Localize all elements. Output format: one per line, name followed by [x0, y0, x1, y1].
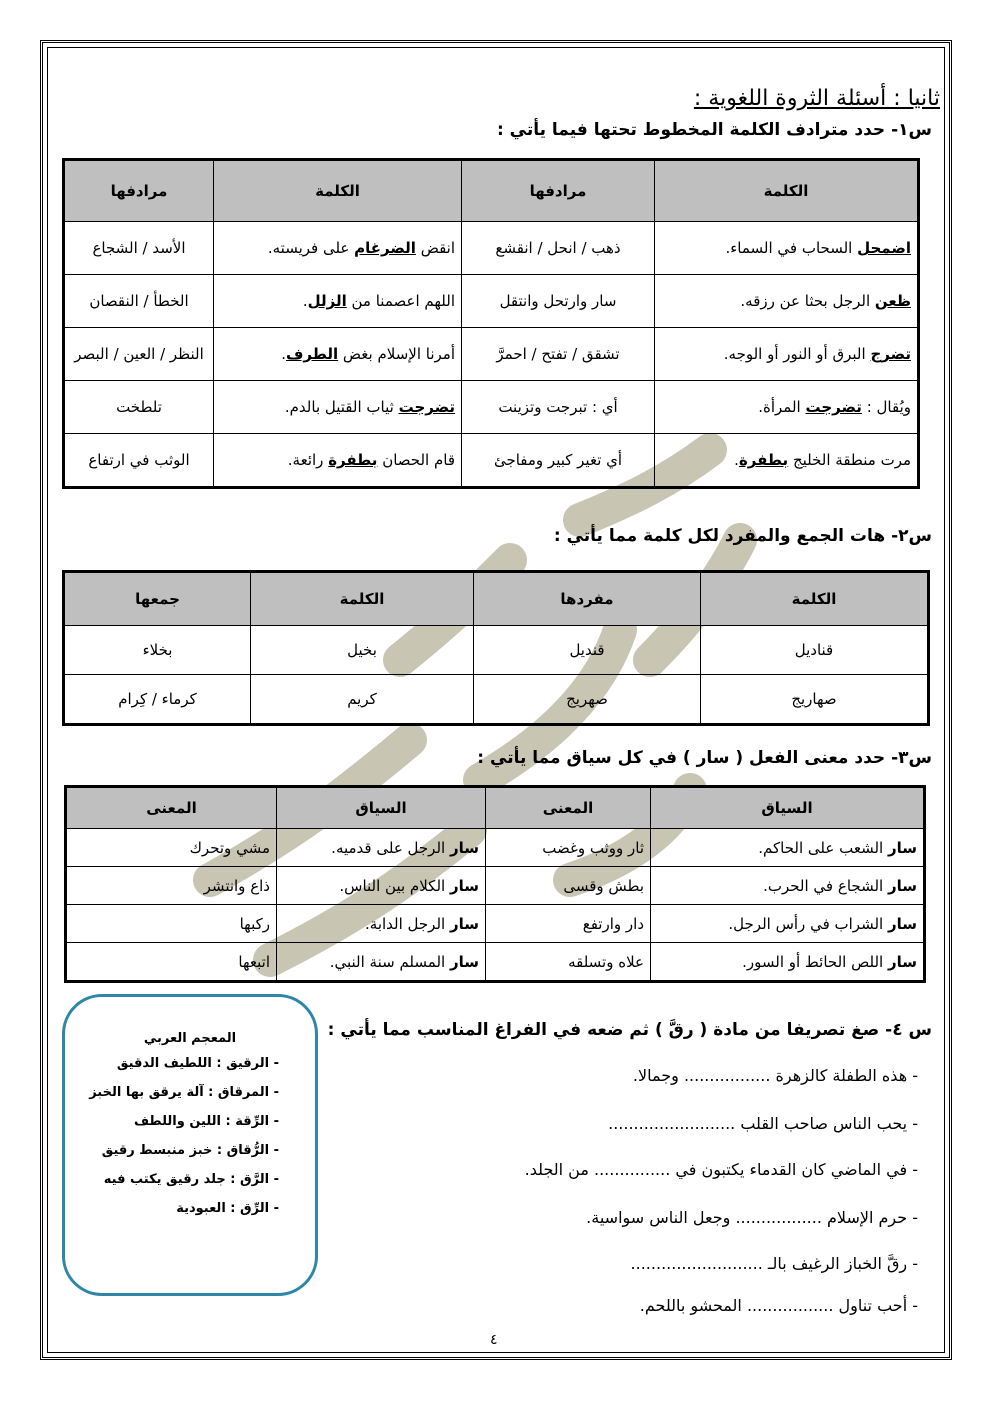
column-header: الكلمة [214, 160, 462, 222]
table-row [66, 867, 925, 905]
dictionary-box [62, 994, 318, 1296]
meaning-cell: دار وارتفع [486, 905, 651, 943]
question-2-label: س٢- هات الجمع والمفرد لكل كلمة مما يأتي : [553, 526, 932, 546]
column-header: جمعها [64, 572, 251, 626]
section-heading: ثانيا : أسئلة الثروة اللغوية : [693, 86, 940, 111]
table-row [64, 434, 919, 488]
dictionary-entry: - الرُّقاق : خبز منبسط رقيق [101, 1143, 279, 1158]
question-1-label: س١- حدد مترادف الكلمة المخطوط تحتها فيما يأتي : [496, 120, 932, 140]
word-cell: مرت منطقة الخليج بطفرة. [655, 434, 919, 488]
table-row [66, 905, 925, 943]
dictionary-title: المعجم العربي [143, 1031, 237, 1046]
table-cell: كريم [251, 675, 474, 725]
synonym-cell: تشقق / تفتح / احمرَّ [462, 328, 655, 381]
meaning-cell: ثار ووثب وغضب [486, 829, 651, 867]
fill-blank-item: - حرم الإسلام ................. وجعل الناس سواسية. [586, 1208, 918, 1227]
column-header: المعنى [66, 787, 277, 829]
context-cell: سار الشراب في رأس الرجل. [651, 905, 925, 943]
context-cell: سار الكلام بين الناس. [277, 867, 486, 905]
meaning-cell: بطش وقسى [486, 867, 651, 905]
table-row [64, 381, 919, 434]
synonyms-table [62, 158, 920, 489]
table-row [64, 275, 919, 328]
context-cell: سار اللص الحائط أو السور. [651, 943, 925, 982]
dictionary-entry: - الرِّقة : اللين واللطف [133, 1114, 279, 1129]
synonym-cell: ذهب / انحل / انقشع [462, 222, 655, 275]
table-row [64, 675, 929, 725]
column-header: الكلمة [251, 572, 474, 626]
word-cell: اللهم اعصمنا من الزلل. [214, 275, 462, 328]
fill-blank-item: - أحب تناول ................. المحشو باللحم. [639, 1296, 918, 1315]
meaning-cell: ركبها [66, 905, 277, 943]
table-row [66, 943, 925, 982]
verb-meaning-table [64, 785, 926, 983]
context-cell: سار الشجاع في الحرب. [651, 867, 925, 905]
fill-blank-item: - في الماضي كان القدماء يكتبون في ............... من الجلد. [524, 1160, 918, 1179]
word-cell: تضرجت ثياب القتيل بالدم. [214, 381, 462, 434]
synonym-cell: أي تغير كبير ومفاجئ [462, 434, 655, 488]
column-header: مفردها [474, 572, 701, 626]
word-cell: تضرج البرق أو النور أو الوجه. [655, 328, 919, 381]
table-row [64, 626, 929, 675]
table-cell: قنديل [474, 626, 701, 675]
synonym-cell: أي : تبرجت وتزينت [462, 381, 655, 434]
meaning-cell: علاه وتسلقه [486, 943, 651, 982]
page-number: ٤ [490, 1332, 498, 1348]
dictionary-entry: - الرِّق : العبودية [176, 1201, 279, 1216]
dictionary-entry: - الرقيق : اللطيف الدقيق [116, 1056, 279, 1071]
word-cell: اضمحل السحاب في السماء. [655, 222, 919, 275]
column-header: المعنى [486, 787, 651, 829]
meaning-cell: ذاع وانتشر [66, 867, 277, 905]
table-cell: كرماء / كِرام [64, 675, 251, 725]
table-row [66, 829, 925, 867]
plural-singular-table [62, 570, 930, 726]
word-cell: ويُقال : تضرجت المرأة. [655, 381, 919, 434]
table-cell: بخيل [251, 626, 474, 675]
meaning-cell: اتبعها [66, 943, 277, 982]
table-cell: قناديل [701, 626, 929, 675]
word-cell: أمرنا الإسلام بغض الطرف. [214, 328, 462, 381]
context-cell: سار الرجل الدابة. [277, 905, 486, 943]
fill-blank-item: - هذه الطفلة كالزهرة ................. وجمالا. [632, 1066, 918, 1085]
column-header: مرادفها [64, 160, 214, 222]
word-cell: ظعن الرجل بحثا عن رزقه. [655, 275, 919, 328]
column-header: السياق [277, 787, 486, 829]
context-cell: سار الرجل على قدميه. [277, 829, 486, 867]
meaning-cell: مشي وتحرك [66, 829, 277, 867]
context-cell: سار المسلم سنة النبي. [277, 943, 486, 982]
column-header: السياق [651, 787, 925, 829]
question-4-label: س ٤- صغ تصريفا من مادة ( رقَّ ) ثم ضعه في الفراغ المناسب مما يأتي : [327, 1020, 932, 1040]
column-header: الكلمة [655, 160, 919, 222]
word-cell: انقض الضرغام على فريسته. [214, 222, 462, 275]
column-header: مرادفها [462, 160, 655, 222]
synonym-cell: سار وارتحل وانتقل [462, 275, 655, 328]
question-3-label: س٣- حدد معنى الفعل ( سار ) في كل سياق مما يأتي : [477, 748, 932, 768]
table-cell: صهاريج [701, 675, 929, 725]
dictionary-entry: - المرقاق : آلة يرقق بها الخبز [89, 1085, 279, 1100]
word-cell: قام الحصان بطفرة رائعة. [214, 434, 462, 488]
table-cell: بخلاء [64, 626, 251, 675]
column-header: الكلمة [701, 572, 929, 626]
dictionary-entry: - الرَّق : جلد رقيق يكتب فيه [103, 1172, 279, 1187]
synonym-cell: الخطأ / النقصان [64, 275, 214, 328]
context-cell: سار الشعب على الحاكم. [651, 829, 925, 867]
synonym-cell: الوثب في ارتفاع [64, 434, 214, 488]
fill-blank-item: - يحب الناس صاحب القلب ......................... [608, 1114, 918, 1133]
synonym-cell: النظر / العين / البصر [64, 328, 214, 381]
table-row [64, 328, 919, 381]
table-cell: صهريج [474, 675, 701, 725]
synonym-cell: الأسد / الشجاع [64, 222, 214, 275]
table-row [64, 222, 919, 275]
synonym-cell: تلطخت [64, 381, 214, 434]
fill-blank-item: - رقَّ الخباز الرغيف بالـ .......................... [630, 1254, 918, 1273]
